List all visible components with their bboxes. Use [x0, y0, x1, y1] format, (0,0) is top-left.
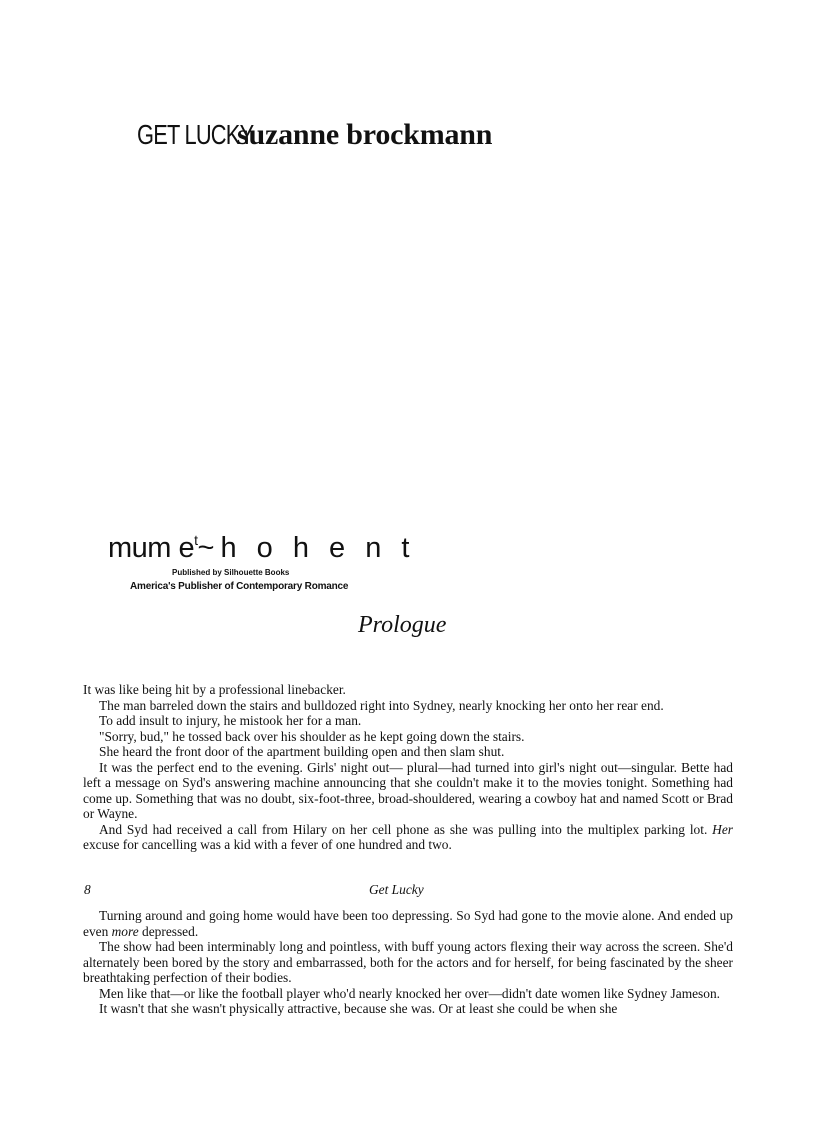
body-text-bottom	[83, 908, 733, 1017]
emphasis: Her	[712, 821, 733, 837]
paragraph-text: excuse for cancelling was a kid with a fever of one hundred and two.	[83, 837, 452, 852]
paragraph: It was like being hit by a professional linebacker.	[83, 682, 346, 697]
paragraph-text: And Syd had received a call from Hilary on her cell phone as she was pulling into the multiplex parking lot.	[99, 821, 708, 837]
running-title: Get Lucky	[369, 882, 424, 897]
paragraph-text: depressed.	[138, 923, 199, 939]
body-text-top	[83, 682, 733, 853]
paragraph: She heard the front door of the apartment building open and then slam shut.	[99, 744, 505, 759]
paragraph: The show had been interminably long and pointless, with buff young actors flexing their way across the screen. She'd alternately been bored by the story and embarrassed, both for the actors and for herself, for being fascinated by the sheer breathtaking perfection of their bodies.	[83, 939, 733, 985]
paragraph	[83, 822, 733, 853]
page-number: 8	[84, 882, 91, 897]
paragraph: It wasn't that she wasn't physically attractive, because she was. Or at least she could be when she	[99, 1001, 618, 1016]
published-by: Published by Silhouette Books	[172, 568, 290, 577]
imprint-logo-part-b: ~h o h e n t	[197, 532, 416, 564]
publisher-tagline: America's Publisher of Contemporary Romance	[130, 581, 349, 592]
paragraph: To add insult to injury, he mistook her for a man.	[99, 713, 362, 728]
paragraph: It was the perfect end to the evening. Girls' night out— plural—had turned into girl's night out—singular. Bette had left a message on Syd's answering machine announcing that she couldn't make it to the movies tonight. Something had come up. Something that was no doubt, six-foot-three, broad-shouldered, wearing a cowboy hat and named Scott or Brad or Wayne.	[83, 759, 733, 821]
author-name: suzanne brockmann	[237, 118, 493, 151]
paragraph-text: Turning around and going home would have been too depressing. So Syd had gone to the movie alone. And ended up even	[83, 908, 733, 939]
paragraph: "Sorry, bud," he tossed back over his shoulder as he kept going down the stairs.	[99, 728, 525, 744]
book-title-line	[137, 120, 492, 150]
emphasis: more	[111, 923, 139, 939]
imprint-logo-sup: t	[194, 532, 198, 548]
chapter-title: Prologue	[358, 612, 447, 638]
paragraph	[83, 908, 733, 939]
imprint-logo	[108, 533, 415, 563]
paragraph: The man barreled down the stairs and bulldozed right into Sydney, nearly knocking her onto her rear end.	[99, 697, 664, 713]
book-title: GET LUCKY	[137, 119, 254, 150]
paragraph: Men like that—or like the football player who'd nearly knocked her over—didn't date women like Sydney Jameson.	[99, 985, 721, 1001]
imprint-logo-part-a: mum e	[108, 532, 195, 564]
